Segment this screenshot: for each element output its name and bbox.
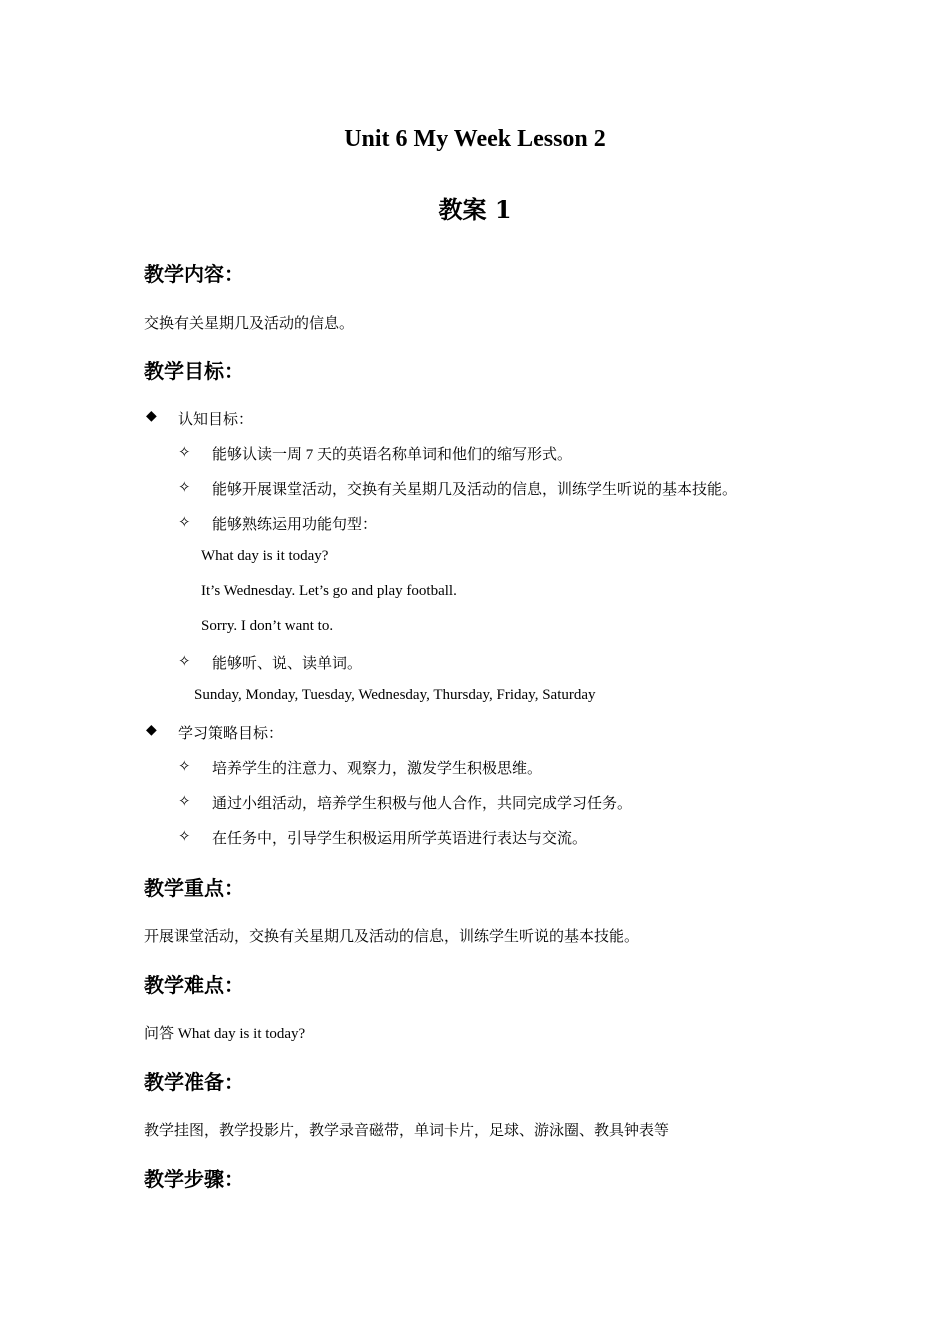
document-subtitle: 教案 1 — [438, 195, 512, 224]
strategy-item: 在任务中，引导学生积极运用所学英语进行表达与交流。 — [212, 831, 588, 847]
cognitive-item: 能够熟练运用功能句型： — [212, 517, 378, 533]
star-bullet-icon: ✧ — [178, 478, 191, 496]
key-points-heading: 教学重点： — [144, 876, 244, 900]
strategy-label: 学习策略目标： — [178, 726, 284, 742]
star-bullet-icon: ✧ — [178, 513, 191, 531]
example-sentence: It’s Wednesday. Let’s go and play football. — [201, 583, 457, 599]
content-heading: 教学内容： — [144, 262, 244, 286]
star-bullet-icon: ✧ — [178, 792, 191, 810]
days-of-week: Sunday, Monday, Tuesday, Wednesday, Thursday, Friday, Saturday — [194, 687, 596, 703]
preparation-heading: 教学准备： — [144, 1070, 244, 1094]
diamond-bullet-icon: ◆ — [146, 408, 157, 424]
difficulties-text: 问答 What day is it today? — [144, 1026, 306, 1042]
cognitive-label: 认知目标： — [178, 412, 254, 428]
preparation-text: 教学挂图，教学投影片，教学录音磁带，单词卡片，足球、游泳圈、教具钟表等 — [144, 1123, 670, 1139]
strategy-item: 通过小组活动，培养学生积极与他人合作，共同完成学习任务。 — [212, 796, 633, 812]
difficulties-heading: 教学难点： — [144, 973, 244, 997]
star-bullet-icon: ✧ — [178, 443, 191, 461]
document-title: Unit 6 My Week Lesson 2 — [344, 126, 606, 152]
star-bullet-icon: ✧ — [178, 757, 191, 775]
objectives-heading: 教学目标： — [144, 359, 244, 383]
example-sentence: What day is it today? — [201, 548, 329, 564]
diamond-bullet-icon: ◆ — [146, 722, 157, 738]
steps-heading: 教学步骤： — [144, 1167, 244, 1191]
star-bullet-icon: ✧ — [178, 827, 191, 845]
content-text: 交换有关星期几及活动的信息。 — [144, 316, 355, 332]
key-points-text: 开展课堂活动，交换有关星期几及活动的信息，训练学生听说的基本技能。 — [144, 929, 640, 945]
cognitive-item: 能够听、说、读单词。 — [212, 656, 363, 672]
star-bullet-icon: ✧ — [178, 652, 191, 670]
strategy-item: 培养学生的注意力、观察力，激发学生积极思维。 — [212, 761, 543, 777]
cognitive-item: 能够认读一周 7 天的英语名称单词和他们的缩写形式。 — [212, 447, 573, 463]
example-sentence: Sorry. I don’t want to. — [201, 618, 334, 634]
cognitive-item: 能够开展课堂活动，交换有关星期几及活动的信息，训练学生听说的基本技能。 — [212, 482, 738, 498]
